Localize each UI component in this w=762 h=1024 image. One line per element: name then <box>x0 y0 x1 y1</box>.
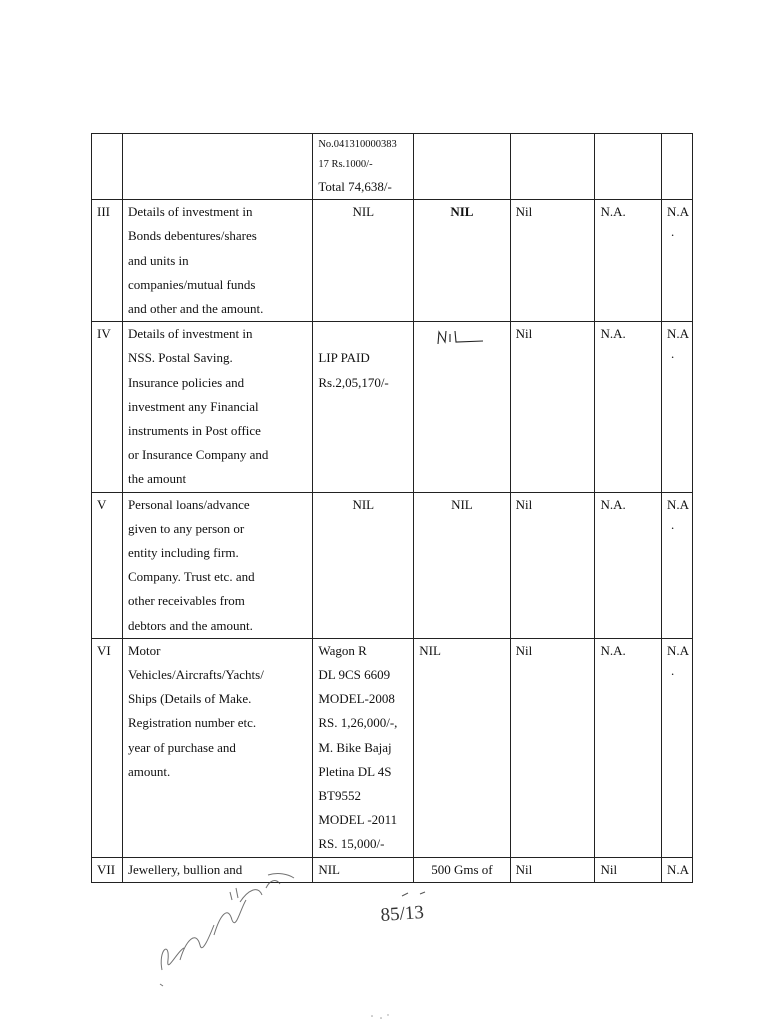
serial-cell: VII <box>92 857 123 882</box>
deposit-number: No.041310000383 <box>318 139 397 150</box>
description-line: and other and the amount. <box>127 301 264 317</box>
dependent-2-cell: N.A. <box>595 492 662 638</box>
dependent-1-cell: Nil <box>510 200 595 322</box>
dependent-3-cell: N.A <box>661 857 692 882</box>
spouse-cell: NIL <box>414 200 510 322</box>
dependent-1-cell: Nil <box>510 492 595 638</box>
dependent-3-cell: N.A . <box>661 492 692 638</box>
serial-cell: V <box>92 492 123 638</box>
dependent-1-cell: Nil <box>510 638 595 857</box>
dependent-2-cell: N.A. <box>595 638 662 857</box>
dependent-1-cell: Nil <box>510 857 595 882</box>
vehicle-line: BT9552 <box>318 788 361 804</box>
dependent-3-cell: N.A . <box>661 638 692 857</box>
spouse-cell: NIL <box>414 638 510 857</box>
stray-dot: . <box>670 224 675 240</box>
vehicle-line: MODEL-2008 <box>318 691 395 707</box>
spouse-cell: 500 Gms of <box>414 857 510 882</box>
value-cell: NIL <box>313 492 414 638</box>
description-line: and units in <box>127 252 189 268</box>
spouse-cell: NIL <box>414 492 510 638</box>
dependent-2-cell: N.A. <box>595 200 662 322</box>
vehicle-line: RS. 15,000/- <box>318 836 385 852</box>
insurance-paid-amount: Rs.2,05,170/- <box>318 374 389 390</box>
value-cell: NIL <box>313 857 414 882</box>
description-cell: Details of investment in NSS. Postal Saving. Insurance policies and investment any Financial instruments in Post office or Insurance Company and the amount <box>122 322 312 492</box>
dependent-3-cell: N.A . <box>661 200 692 322</box>
serial-cell: VI <box>92 638 123 857</box>
description-line: Details of investment in <box>127 204 253 220</box>
stray-dot: . <box>670 516 675 532</box>
page-mark-text: 85/13 <box>379 902 425 926</box>
handwritten-signature <box>160 874 294 986</box>
dependent-3-cell: N.A . <box>661 322 692 492</box>
dependent-2-cell: Nil <box>595 857 662 882</box>
vehicle-line: DL 9CS 6609 <box>318 667 391 683</box>
vehicle-line: Pletina DL 4S <box>318 763 392 779</box>
dependent-2-cell: N.A. <box>595 322 662 492</box>
serial-cell: IV <box>92 322 123 492</box>
insurance-paid-label: LIP PAID <box>318 350 370 366</box>
deposit-total: Total 74,638/- <box>318 179 392 194</box>
serial-cell: III <box>92 200 123 322</box>
stray-dot: . <box>670 663 675 679</box>
description-cell: Motor Vehicles/Aircrafts/Yachts/ Ships (Details of Make. Registration number etc. year of purchase and amount. <box>122 638 312 857</box>
description-line: companies/mutual funds <box>127 276 256 292</box>
description-cell: Jewellery, bullion and <box>122 857 312 882</box>
dependent-1-cell: Nil <box>510 322 595 492</box>
value-cell: NIL <box>313 200 414 322</box>
deposit-amount: 17 Rs.1000/- <box>318 159 373 170</box>
description-line: Bonds debentures/shares <box>127 228 257 244</box>
vehicle-line: MODEL -2011 <box>318 812 398 828</box>
vehicle-line: M. Bike Bajaj <box>318 739 392 755</box>
page-mark <box>380 892 425 926</box>
description-cell: Personal loans/advance given to any person or entity including firm. Company. Trust etc. and other receivables from debtors and the amount. <box>122 492 312 638</box>
vehicle-line: RS. 1,26,000/-, <box>318 715 398 731</box>
scan-specks <box>371 1014 388 1019</box>
stray-dot: . <box>670 346 675 362</box>
vehicle-line: Wagon R <box>318 642 367 658</box>
